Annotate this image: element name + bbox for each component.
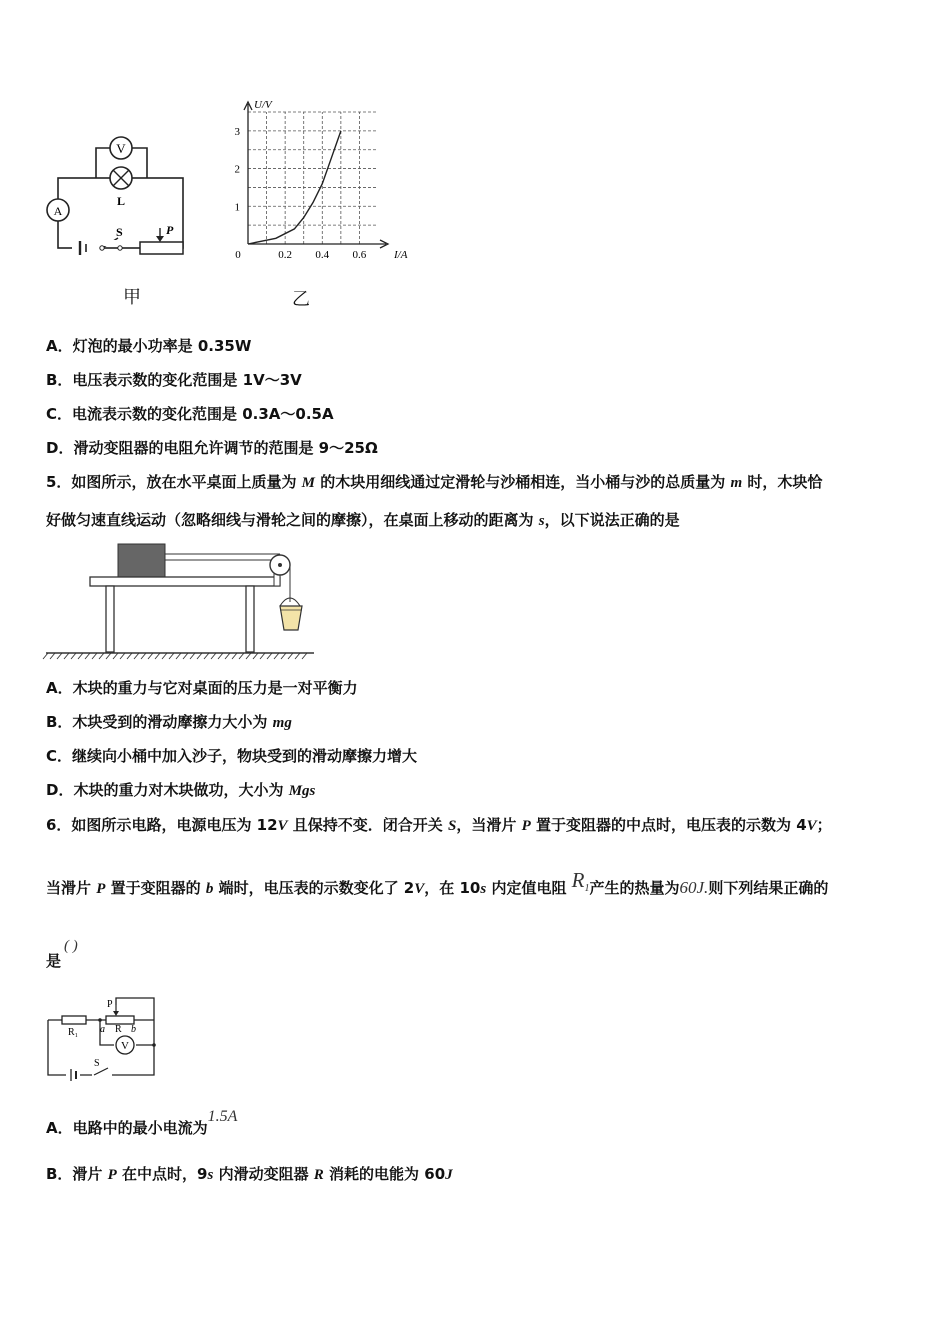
q5-option-c: C．继续向小桶中加入沙子，物块受到的滑动摩擦力增大 — [46, 747, 418, 765]
svg-text:A: A — [53, 204, 63, 218]
ui-graph — [228, 96, 408, 264]
floor-hatch-mark — [78, 653, 83, 659]
circuit-q6 — [40, 990, 165, 1080]
floor-hatch-mark — [71, 653, 76, 659]
table-top — [90, 577, 280, 586]
floor-hatch-mark — [85, 653, 90, 659]
sand-bucket — [280, 606, 302, 630]
svg-text:P: P — [107, 999, 113, 1010]
floor-hatch-mark — [183, 653, 188, 659]
floor-hatch-mark — [218, 653, 223, 659]
q4-option-b: B．电压表示数的变化范围是 1V～3V — [46, 371, 302, 389]
floor-hatch-mark — [113, 653, 118, 659]
q5-option-d: D．木块的重力对木块做功，大小为 Mgs — [46, 781, 316, 799]
rheostat-icon — [140, 242, 183, 254]
floor-hatch-mark — [176, 653, 181, 659]
q6-answer-paren: ( ) — [64, 938, 78, 954]
floor-hatch-mark — [274, 653, 279, 659]
q5-stem-line1: 5．如图所示，放在水平桌面上质量为 M 的木块用细线通过定滑轮与沙桶相连，当小桶与沙的总质量为 m 时，木块恰 — [46, 473, 823, 491]
floor-hatch-mark — [106, 653, 111, 659]
x-tick-label: 0.6 — [352, 249, 367, 261]
wooden-block — [118, 544, 165, 577]
q4-option-c: C．电流表示数的变化范围是 0.3A～0.5A — [46, 405, 334, 423]
floor-hatch-mark — [64, 653, 69, 659]
x-tick-label: 0.4 — [315, 249, 330, 261]
svg-text:S: S — [94, 1058, 100, 1069]
x-axis-label: I/A — [394, 249, 408, 261]
floor-hatch-mark — [253, 653, 258, 659]
floor-hatch-mark — [43, 653, 48, 659]
figure-yi-caption: 乙 — [292, 289, 310, 310]
svg-text:R: R — [115, 1024, 122, 1035]
rheostat-r — [106, 1016, 134, 1024]
svg-text:V: V — [121, 1040, 129, 1052]
floor-hatch-mark — [127, 653, 132, 659]
svg-text:L: L — [116, 194, 126, 208]
q6-stem-line3: 是 — [46, 952, 62, 970]
floor-hatch-mark — [197, 653, 202, 659]
floor-hatch-mark — [99, 653, 104, 659]
svg-text:S: S — [116, 225, 123, 239]
r1-resistor — [62, 1016, 86, 1024]
q4-option-a: A．灯泡的最小功率是 0.35W — [46, 337, 252, 355]
x-tick-label: 0.2 — [278, 249, 293, 261]
floor-hatch-mark — [302, 653, 307, 659]
table-leg-right — [246, 586, 254, 652]
svg-text:a: a — [100, 1024, 105, 1035]
floor-hatch-mark — [141, 653, 146, 659]
svg-text:V: V — [116, 141, 126, 156]
q5-option-a: A．木块的重力与它对桌面的压力是一对平衡力 — [46, 679, 358, 697]
floor-hatch-mark — [190, 653, 195, 659]
floor-hatch-mark — [225, 653, 230, 659]
q5-option-b: B．木块受到的滑动摩擦力大小为 mg — [46, 713, 292, 731]
floor-hatch-mark — [92, 653, 97, 659]
svg-text:R₁: R₁ — [68, 1027, 79, 1038]
figure-jia-caption: 甲 — [123, 287, 141, 308]
table-pulley-figure — [44, 540, 324, 664]
q6-stem-line2: 当滑片 P 置于变阻器的 b 端时，电压表的示数变化了 2V，在 10s 内定值电阻 $R_1$产生的热量为60J.则下列结果正确的 — [46, 868, 829, 897]
svg-text:P: P — [166, 223, 174, 237]
floor-hatch-mark — [260, 653, 265, 659]
floor-hatch-mark — [148, 653, 153, 659]
circuit-jia — [40, 128, 200, 260]
y-tick-label: 2 — [234, 163, 240, 176]
floor-hatch-mark — [169, 653, 174, 659]
q6-stem-line1: 6．如图所示电路，电源电压为 12V 且保持不变．闭合开关 S，当滑片 P 置于变阻器的中点时，电压表的示数为 4V； — [46, 816, 832, 834]
floor-hatch-mark — [50, 653, 55, 659]
table-leg-left — [106, 586, 114, 652]
q6-option-a: A．电路中的最小电流为1.5A — [46, 1108, 238, 1137]
floor-hatch-mark — [155, 653, 160, 659]
floor-hatch-mark — [162, 653, 167, 659]
q6-option-b: B．滑片 P 在中点时，9s 内滑动变阻器 R 消耗的电能为 60J — [46, 1165, 453, 1183]
floor-hatch-mark — [204, 653, 209, 659]
floor-hatch-mark — [288, 653, 293, 659]
floor-hatch-mark — [120, 653, 125, 659]
x-tick-label: 0 — [235, 249, 241, 261]
q5-stem-line2: 好做匀速直线运动（忽略细线与滑轮之间的摩擦），在桌面上移动的距离为 s，以下说法正确的是 — [46, 511, 680, 529]
floor-hatch-mark — [267, 653, 272, 659]
floor-hatch-mark — [246, 653, 251, 659]
q4-option-d: D．滑动变阻器的电阻允许调节的范围是 9～25Ω — [46, 439, 378, 457]
floor-hatch-mark — [239, 653, 244, 659]
svg-text:b: b — [131, 1024, 136, 1035]
y-tick-label: 1 — [234, 201, 240, 214]
floor-hatch-mark — [57, 653, 62, 659]
y-axis-label: U/V — [254, 99, 272, 111]
floor-hatch-mark — [281, 653, 286, 659]
y-tick-label: 3 — [234, 125, 240, 138]
floor-hatch-mark — [232, 653, 237, 659]
floor-hatch-mark — [295, 653, 300, 659]
floor-hatch-mark — [134, 653, 139, 659]
floor-hatch-mark — [211, 653, 216, 659]
